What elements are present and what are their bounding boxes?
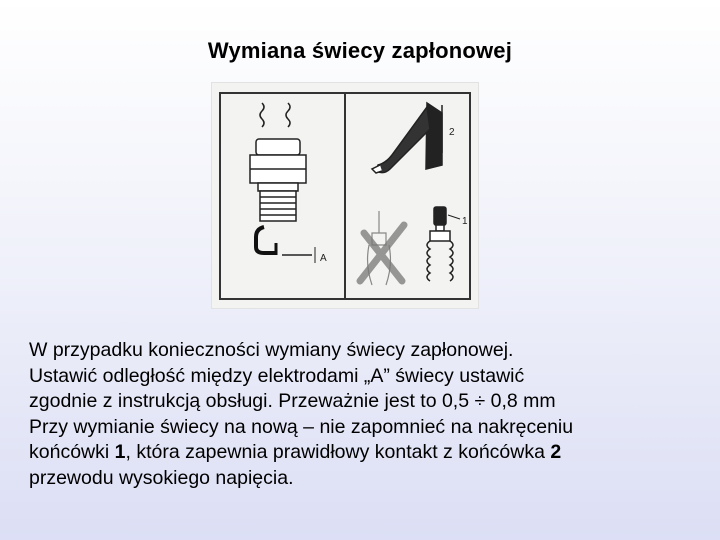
plug-cap — [372, 103, 442, 173]
text-span: , która zapewnia prawidłowy kontakt z końcówka — [125, 441, 551, 463]
bold-ref-2: 2 — [550, 441, 562, 463]
spark-plug-drawing — [212, 83, 478, 308]
instruction-line — [29, 440, 709, 466]
instruction-line: W przypadku konieczności wymiany świecy zapłonowej. — [29, 339, 514, 361]
gap-label-a: A — [320, 253, 327, 264]
slide-title: Wymiana świecy zapłonowej — [207, 38, 513, 63]
terminal-plug — [427, 207, 460, 281]
terminal-label-1: 1 — [462, 216, 468, 227]
instructions-text — [29, 338, 709, 491]
cap-label-2: 2 — [449, 127, 455, 138]
instruction-line: Przy wymianie świecy na nową – nie zapomnieć na nakręceniu — [29, 415, 574, 438]
instruction-line: zgodnie z instrukcją obsługi. Przeważnie jest to 0,5 ÷ 0,8 mm — [29, 390, 556, 412]
spark-plug-left — [250, 103, 315, 263]
bold-ref-1: 1 — [114, 441, 126, 463]
instruction-line: Ustawić odległość między elektrodami „A” świecy ustawić — [29, 364, 525, 387]
spark-plug-illustration — [211, 82, 479, 309]
instruction-line: przewodu wysokiego napięcia. — [29, 466, 294, 489]
text-span: końcówki — [29, 441, 115, 463]
